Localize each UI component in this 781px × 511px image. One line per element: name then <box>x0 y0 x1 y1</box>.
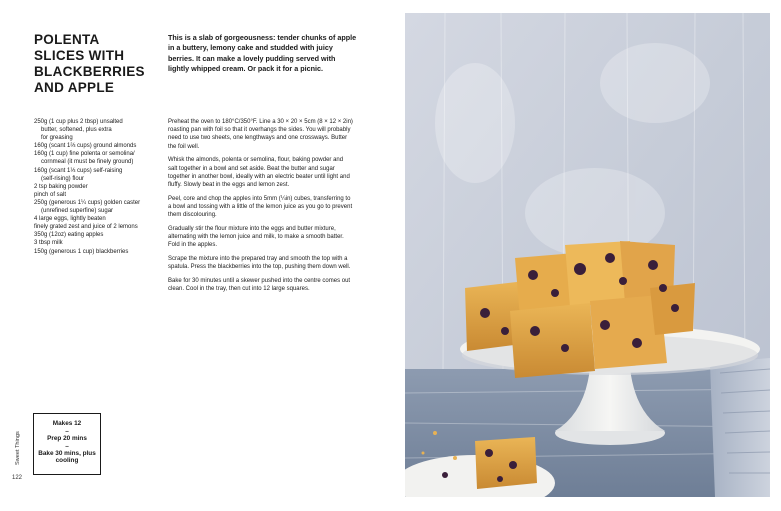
method-step: Bake for 30 minutes until a skewer pushed into the centre comes out clean. Cool in the tray, then cut into 12 large squares. <box>168 278 351 293</box>
separator: – <box>65 427 69 435</box>
ingredient-list <box>34 118 164 256</box>
ingredient-item <box>34 239 164 247</box>
bake-time-text: Bake 30 mins, plus cooling <box>38 449 96 465</box>
yield-text: Makes 12 <box>52 420 82 427</box>
ingredient-item <box>34 142 164 150</box>
ingredient-item <box>34 215 164 223</box>
recipe-info-box <box>33 413 101 475</box>
prep-time-text: Prep 20 mins <box>47 434 87 442</box>
chapter-label: Sweet Things <box>15 431 21 465</box>
ingredient-item <box>34 150 164 166</box>
ingredient-item <box>34 248 164 256</box>
ingredient-line: 160g (1 cup) fine polenta or semolina/ <box>34 151 135 158</box>
ingredient-line: 150g (generous 1 cup) blackberries <box>34 248 129 255</box>
napkin <box>710 358 770 497</box>
ingredient-item <box>34 231 164 239</box>
method-steps <box>168 118 354 299</box>
ingredient-item <box>34 191 164 199</box>
ingredient-line: (unrefined superfine) sugar <box>41 208 114 215</box>
recipe-intro: This is a slab of gorgeousness: tender chunks of apple in a buttery, lemony cake and studded with juicy berries. It can make a lovely pudding served with lightly whipped cream. Or pack it for a picnic. <box>168 33 357 73</box>
ingredient-line: 160g (scant 1⅔ cups) ground almonds <box>34 143 137 150</box>
ingredient-item <box>34 223 164 231</box>
title-line: BLACKBERRIES <box>34 64 145 79</box>
recipe-photo <box>405 13 770 497</box>
title-line: SLICES WITH <box>34 48 125 63</box>
separator: – <box>65 442 69 450</box>
ingredient-line: 250g (generous 1¼ cups) golden caster <box>34 199 141 206</box>
ingredient-line: (self-rising) flour <box>41 175 85 182</box>
method-step: Whisk the almonds, polenta or semolina, flour, baking powder and salt together in a bowl and set aside. Beat the butter and sugar together in another bowl, ideally with an electric beater until light and fluffy. Slowly beat in the eggs and lemon zest. <box>168 157 350 189</box>
ingredient-line: finely grated zest and juice of 2 lemons <box>34 224 138 231</box>
ingredient-line: butter, softened, plus extra <box>41 127 112 134</box>
ingredient-line: 250g (1 cup plus 2 tbsp) unsalted <box>34 119 123 125</box>
ingredient-line: 4 large eggs, lightly beaten <box>34 216 106 223</box>
method-step: Gradually stir the flour mixture into the eggs and butter mixture, alternating with the lemon juice and milk, to make a smooth batter. Fold in the apples. <box>168 226 344 249</box>
cake-stand-photo <box>405 13 770 497</box>
ingredient-item <box>34 199 164 215</box>
ingredient-line: 2 tsp baking powder <box>34 183 88 190</box>
ingredient-line: 3 tbsp milk <box>34 240 63 247</box>
ingredient-line: pinch of salt <box>34 191 67 198</box>
ingredient-line: cornmeal (it must be finely ground) <box>41 159 134 166</box>
method-step: Preheat the oven to 180°C/350°F. Line a 30 × 20 × 5cm (8 × 12 × 2in) roasting pan with foil so that it overhangs the sides. You will probably need to use two sheets, one lengthways and one crossways. Butter the foil well. <box>168 119 353 150</box>
title-line: AND APPLE <box>34 80 115 95</box>
method-step: Scrape the mixture into the prepared tray and smooth the top with a spatula. Press the blackberries into the top, pushing them down well. <box>168 256 351 271</box>
ingredient-line: 350g (12oz) eating apples <box>34 232 104 239</box>
page-number: 122 <box>12 475 23 481</box>
title-line: POLENTA <box>34 32 100 47</box>
ingredient-item <box>34 167 164 183</box>
ingredient-line: 160g (scant 1⅓ cups) self-raising <box>34 167 123 174</box>
ingredient-item <box>34 183 164 191</box>
cake-slice-plate <box>475 437 537 489</box>
ingredient-item <box>34 118 164 142</box>
ingredient-line: for greasing <box>41 135 73 142</box>
recipe-title <box>34 32 164 96</box>
method-step: Peel, core and chop the apples into 5mm (¼in) cubes, transferring to a bowl and tossing with a little of the lemon juice as you go to prevent them discolouring. <box>168 195 353 219</box>
